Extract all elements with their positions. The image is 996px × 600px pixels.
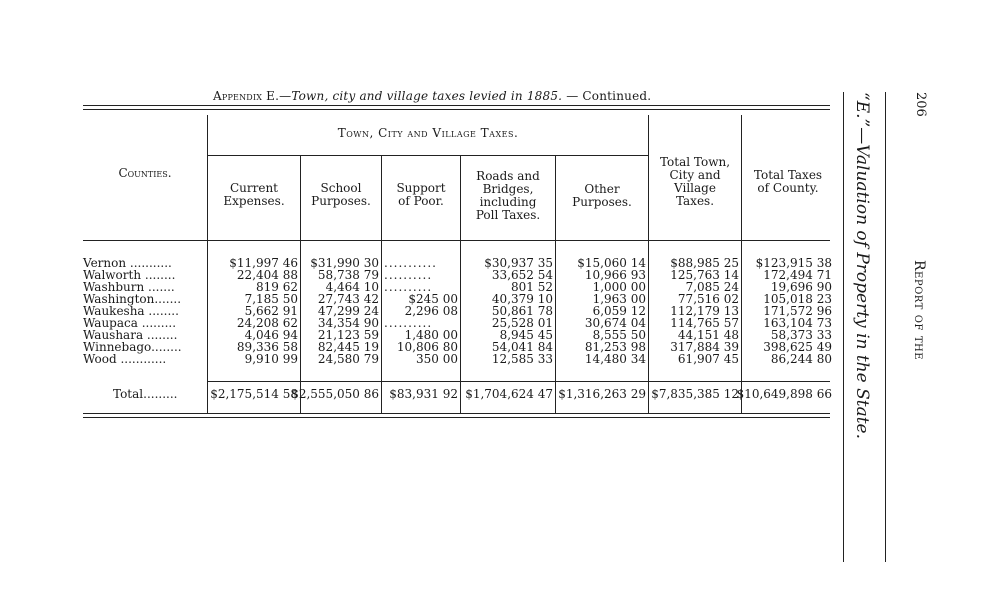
cell-other: $15,060 14 xyxy=(577,256,646,270)
header-current-l1: Current xyxy=(229,181,279,195)
side-running-title-text: “E.”—Valuation of Property in the State. xyxy=(852,92,872,440)
dot-leader: ........ xyxy=(141,268,176,282)
header-roads-l3: including xyxy=(479,195,537,209)
header-counties: Counties. xyxy=(118,166,172,180)
total-total-county: $10,649,898 66 xyxy=(736,387,832,401)
dot-leader: ........ xyxy=(151,340,182,354)
cell-total-tcv: 77,516 02 xyxy=(677,292,739,306)
cell-current: 819 62 xyxy=(256,280,298,294)
bottom-rule-2 xyxy=(83,417,830,418)
header-school-l1: School xyxy=(320,181,362,195)
cell-poor: 10,806 80 xyxy=(396,340,458,354)
side-running-title xyxy=(848,92,878,512)
county-label: Total xyxy=(113,387,144,401)
top-rule-2 xyxy=(83,109,830,110)
county-label: Waukesha xyxy=(83,304,145,318)
header-roads xyxy=(461,170,555,222)
cell-total-tcv: 61,907 45 xyxy=(677,352,739,366)
group-rule xyxy=(208,155,648,156)
cell-school: $31,990 30 xyxy=(310,256,379,270)
header-school xyxy=(301,182,381,208)
header-poor-l1: Support xyxy=(396,181,446,195)
cell-roads: 801 52 xyxy=(511,280,553,294)
cell-other: 1,963 00 xyxy=(592,292,646,306)
cell-total-tcv: 114,765 57 xyxy=(670,316,739,330)
cell-total-county: 171,572 96 xyxy=(763,304,832,318)
header-total-tcv-l1: Total Town, xyxy=(659,155,731,169)
side-running-head xyxy=(905,92,935,412)
cell-poor: $245 00 xyxy=(408,292,458,306)
header-total-county xyxy=(742,169,834,195)
cell-current: 89,336 58 xyxy=(236,340,298,354)
total-roads: $1,704,624 47 xyxy=(465,387,553,401)
side-running-head-text: Report of the xyxy=(911,260,927,361)
cell-total-tcv: 317,884 39 xyxy=(670,340,739,354)
header-total-county-l2: of County. xyxy=(757,181,819,195)
county-label: Washington xyxy=(83,292,155,306)
cell-school: 27,743 42 xyxy=(317,292,379,306)
cell-total-county: 58,373 33 xyxy=(770,328,832,342)
cell-current: 24,208 62 xyxy=(236,316,298,330)
dot-leader: ......... xyxy=(137,316,177,330)
dot-leader: ........... xyxy=(126,256,172,270)
cell-total-county: 19,696 90 xyxy=(770,280,832,294)
page-number: 206 xyxy=(913,92,928,117)
total-school: $2,555,050 86 xyxy=(291,387,379,401)
cell-other: 81,253 98 xyxy=(584,340,646,354)
header-total-tcv-l4: Taxes. xyxy=(675,194,715,208)
cell-other: 30,674 04 xyxy=(584,316,646,330)
table-caption xyxy=(213,89,651,103)
cell-total-tcv: $88,985 25 xyxy=(670,256,739,270)
cell-total-tcv: 125,763 14 xyxy=(670,268,739,282)
total-poor: $83,931 92 xyxy=(389,387,458,401)
cell-other: 8,555 50 xyxy=(592,328,646,342)
cell-other: 1,000 00 xyxy=(592,280,646,294)
total-other: $1,316,263 29 xyxy=(558,387,646,401)
header-total-tcv xyxy=(649,156,741,208)
header-other xyxy=(556,183,648,209)
county-label: Waushara xyxy=(83,328,144,342)
county-label: Waupaca xyxy=(83,316,138,330)
header-roads-l4: Poll Taxes. xyxy=(475,208,541,222)
county-label: Vernon xyxy=(83,256,127,270)
total-top-rule xyxy=(208,381,830,382)
header-total-tcv-l3: Village xyxy=(674,181,716,195)
cell-total-county: 86,244 80 xyxy=(770,352,832,366)
cell-current: 22,404 88 xyxy=(236,268,298,282)
cell-total-county: 105,018 23 xyxy=(763,292,832,306)
cell-other: 14,480 34 xyxy=(584,352,646,366)
cell-school: 34,354 90 xyxy=(317,316,379,330)
cell-total-tcv: 112,179 13 xyxy=(670,304,739,318)
poor-blank-dots: .......... xyxy=(384,316,433,330)
margin-line-2 xyxy=(885,92,886,562)
dot-leader: ............ xyxy=(116,352,167,366)
cell-current: 4,046 94 xyxy=(244,328,298,342)
dot-leader: ....... xyxy=(154,292,182,306)
cell-total-tcv: 44,151 48 xyxy=(677,328,739,342)
header-total-county-l1: Total Taxes xyxy=(753,168,823,182)
cell-current: 9,910 99 xyxy=(244,352,298,366)
caption-prefix: Appendix E.— xyxy=(213,89,292,103)
county-label: Walworth xyxy=(83,268,142,282)
cell-roads: 54,041 84 xyxy=(491,340,553,354)
cell-school: 24,580 79 xyxy=(317,352,379,366)
caption-text: Town, city and village taxes levied in 1885. xyxy=(291,89,563,103)
cell-school: 82,445 19 xyxy=(317,340,379,354)
county-label: Winnebago xyxy=(83,340,152,354)
cell-roads: 50,861 78 xyxy=(491,304,553,318)
header-school-l2: Purposes. xyxy=(311,194,371,208)
header-total-tcv-l2: City and xyxy=(669,168,721,182)
cell-roads: 40,379 10 xyxy=(491,292,553,306)
cell-other: 6,059 12 xyxy=(592,304,646,318)
header-group: Town, City and Village Taxes. xyxy=(337,126,519,140)
cell-school: 47,299 24 xyxy=(317,304,379,318)
header-current xyxy=(208,182,300,208)
cell-total-county: 398,625 49 xyxy=(763,340,832,354)
top-rule-1 xyxy=(83,105,830,106)
cell-poor: 2,296 08 xyxy=(404,304,458,318)
header-roads-l2: Bridges, xyxy=(482,182,534,196)
cell-other: 10,966 93 xyxy=(584,268,646,282)
cell-school: 21,123 59 xyxy=(317,328,379,342)
header-roads-l1: Roads and xyxy=(476,169,540,183)
cell-roads: 12,585 33 xyxy=(491,352,553,366)
cell-roads: 8,945 45 xyxy=(499,328,553,342)
bottom-rule-1 xyxy=(83,413,830,414)
cell-total-county: $123,915 38 xyxy=(755,256,832,270)
margin-line-1 xyxy=(843,92,844,562)
dot-leader: ........ xyxy=(144,304,179,318)
cell-total-county: 163,104 73 xyxy=(763,316,832,330)
county-name xyxy=(83,354,166,365)
cell-poor: 1,480 00 xyxy=(404,328,458,342)
header-poor-l2: of Poor. xyxy=(398,194,444,208)
total-current: $2,175,514 58 xyxy=(210,387,298,401)
dot-leader: ........ xyxy=(143,328,178,342)
poor-blank-dots: .......... xyxy=(384,268,433,282)
cell-roads: 33,652 54 xyxy=(491,268,553,282)
header-bottom-rule xyxy=(83,240,830,241)
cell-total-county: 172,494 71 xyxy=(763,268,832,282)
cell-poor: 350 00 xyxy=(416,352,458,366)
col-line-7 xyxy=(741,115,742,413)
header-other-l2: Purposes. xyxy=(572,195,632,209)
county-label: Washburn xyxy=(83,280,145,294)
caption-suffix: — Continued. xyxy=(562,89,652,103)
cell-current: $11,997 46 xyxy=(229,256,298,270)
total-total-tcv: $7,835,385 12 xyxy=(651,387,739,401)
cell-school: 58,738 79 xyxy=(317,268,379,282)
cell-total-tcv: 7,085 24 xyxy=(685,280,739,294)
cell-school: 4,464 10 xyxy=(325,280,379,294)
county-label: Wood xyxy=(83,352,117,366)
cell-roads: 25,528 01 xyxy=(491,316,553,330)
cell-current: 5,662 91 xyxy=(244,304,298,318)
header-poor xyxy=(382,182,460,208)
header-other-l1: Other xyxy=(584,182,620,196)
cell-current: 7,185 50 xyxy=(244,292,298,306)
poor-blank-dots: .......... xyxy=(384,280,433,294)
header-current-l2: Expenses. xyxy=(223,194,285,208)
col-line-1 xyxy=(207,115,208,413)
dot-leader: ......... xyxy=(143,387,178,401)
dot-leader: ....... xyxy=(144,280,175,294)
total-row-label xyxy=(113,389,177,400)
poor-blank-dots: ........... xyxy=(384,256,437,270)
cell-roads: $30,937 35 xyxy=(484,256,553,270)
